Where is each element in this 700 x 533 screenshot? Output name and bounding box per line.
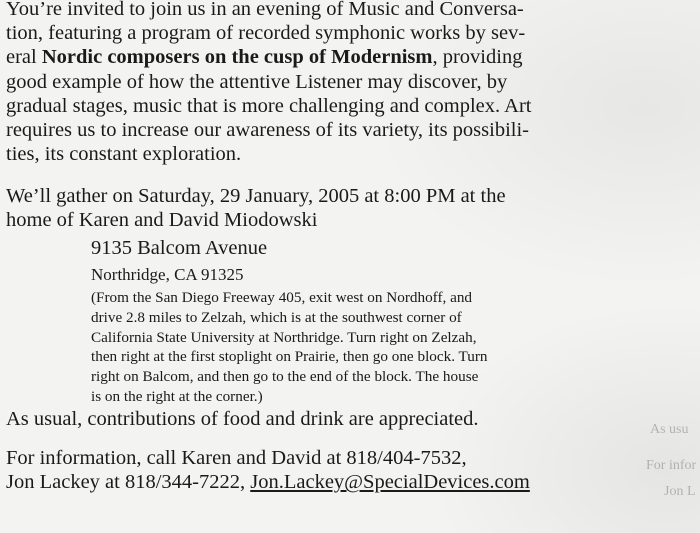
invitation-line bbox=[6, 45, 642, 69]
invitation-paragraph bbox=[6, 0, 642, 166]
directions-line: right on Balcom, and then go to the end of the block. The house bbox=[91, 368, 479, 386]
directions-line: then right at the first stoplight on Prairie, then go one block. Turn bbox=[91, 348, 488, 366]
composers-highlight: Nordic composers on the cusp of Modernism bbox=[41, 46, 433, 69]
bleed-through-text: As usu bbox=[650, 422, 689, 437]
bleed-through-text: For infor bbox=[646, 458, 697, 473]
street-address: 9135 Balcom Avenue bbox=[91, 237, 268, 259]
invitation-line: You’re invited to join us in an evening of Music and Conversa- bbox=[6, 0, 524, 20]
directions-line: drive 2.8 miles to Zelzah, which is at the southwest corner of bbox=[91, 308, 462, 326]
directions-line: California State University at Northridge. Turn right on Zelzah, bbox=[91, 328, 477, 346]
gathering-line: home of Karen and David Miodowski bbox=[6, 209, 318, 232]
invitation-line: ties, its constant exploration. bbox=[6, 143, 242, 166]
gathering-paragraph bbox=[6, 184, 642, 232]
gathering-line: We’ll gather on Saturday, 29 January, 2005 at 8:00 PM at the bbox=[6, 185, 506, 207]
invitation-line: requires us to increase our awareness of its variety, its possibili- bbox=[6, 119, 529, 142]
city-address: Northridge, CA 91325 bbox=[91, 265, 244, 284]
contributions-note bbox=[6, 407, 642, 431]
contributions-line: As usual, contributions of food and drink are appreciated. bbox=[6, 408, 479, 430]
invitation-line: tion, featuring a program of recorded symphonic works by sev- bbox=[6, 22, 526, 45]
contact-phone-text: Jon Lackey at 818/344-7222, bbox=[6, 471, 251, 494]
invitation-line: good example of how the attentive Listener may discover, by bbox=[6, 70, 508, 93]
directions-line: (From the San Diego Freeway 405, exit west on Nordhoff, and bbox=[91, 289, 473, 306]
invitation-line: gradual stages, music that is more challenging and complex. Art bbox=[6, 94, 532, 117]
contact-line: For information, call Karen and David at 818/404-7532, bbox=[6, 447, 467, 469]
directions-line: is on the right at the corner.) bbox=[91, 387, 263, 405]
contact-line bbox=[6, 470, 642, 494]
invitation-text: eral bbox=[6, 46, 42, 69]
directions-block bbox=[91, 288, 591, 407]
contact-paragraph bbox=[6, 446, 642, 494]
email-link[interactable]: Jon.Lackey@SpecialDevices.com bbox=[250, 471, 530, 494]
bleed-through-text: Jon L bbox=[664, 484, 696, 499]
invitation-text: , providing bbox=[432, 46, 523, 69]
